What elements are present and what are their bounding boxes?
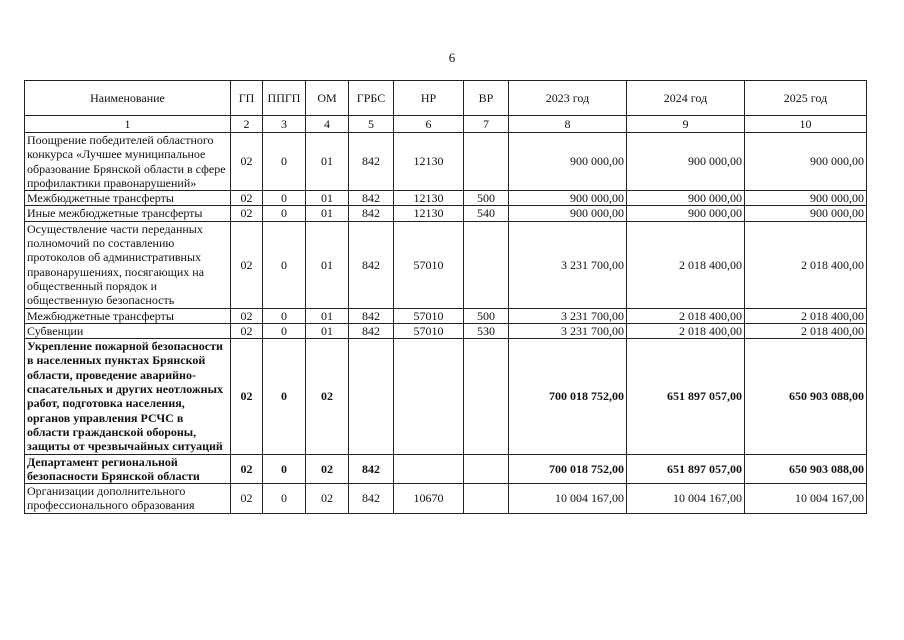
row-amount-2023: 700 018 752,00 (509, 339, 627, 454)
header-grbs: ГРБС (349, 81, 394, 116)
row-vr (464, 133, 509, 191)
row-ppgp: 0 (263, 221, 306, 308)
row-amount-2023: 3 231 700,00 (509, 323, 627, 338)
row-amount-2025: 900 000,00 (745, 133, 867, 191)
row-nr: 10670 (394, 484, 464, 514)
row-grbs: 842 (349, 323, 394, 338)
row-ppgp: 0 (263, 308, 306, 323)
row-amount-2023: 900 000,00 (509, 191, 627, 206)
column-number: 3 (263, 116, 306, 133)
row-amount-2025: 2 018 400,00 (745, 323, 867, 338)
row-vr (464, 339, 509, 454)
row-vr (464, 484, 509, 514)
row-ppgp: 0 (263, 454, 306, 484)
row-name: Осуществление части переданных полномочий по составлению протоколов об административных правонарушениях, посягающих на общественный порядок и общественную безопасность (25, 221, 231, 308)
column-number: 6 (394, 116, 464, 133)
row-om: 01 (306, 133, 349, 191)
header-vr: ВР (464, 81, 509, 116)
column-number-row (25, 116, 867, 133)
row-amount-2023: 900 000,00 (509, 206, 627, 221)
table-row (25, 221, 867, 308)
column-number: 7 (464, 116, 509, 133)
row-vr (464, 454, 509, 484)
header-row (25, 81, 867, 116)
column-number: 2 (231, 116, 263, 133)
row-gp: 02 (231, 454, 263, 484)
budget-table (24, 80, 867, 514)
row-gp: 02 (231, 484, 263, 514)
row-grbs: 842 (349, 221, 394, 308)
table-body (25, 133, 867, 514)
row-ppgp: 0 (263, 484, 306, 514)
row-amount-2024: 651 897 057,00 (627, 339, 745, 454)
table-row (25, 191, 867, 206)
row-nr: 57010 (394, 221, 464, 308)
row-nr: 57010 (394, 323, 464, 338)
row-grbs: 842 (349, 133, 394, 191)
row-om: 02 (306, 484, 349, 514)
row-ppgp: 0 (263, 133, 306, 191)
row-gp: 02 (231, 221, 263, 308)
row-nr: 57010 (394, 308, 464, 323)
row-name: Укрепление пожарной безопасности в населенных пунктах Брянской области, проведение аварийно-спасательных и других неотложных работ, подготовка населения, органов управления РСЧС в области гражданской обороны, защиты от чрезвычайных ситуаций (25, 339, 231, 454)
row-ppgp: 0 (263, 191, 306, 206)
column-number: 8 (509, 116, 627, 133)
row-grbs: 842 (349, 308, 394, 323)
row-vr: 500 (464, 191, 509, 206)
row-name: Межбюджетные трансферты (25, 308, 231, 323)
row-amount-2024: 2 018 400,00 (627, 221, 745, 308)
row-name: Поощрение победителей областного конкурса «Лучшее муниципальное образование Брянской области в сфере профилактики правонарушений» (25, 133, 231, 191)
header-ppgp: ППГП (263, 81, 306, 116)
row-amount-2024: 2 018 400,00 (627, 323, 745, 338)
row-ppgp: 0 (263, 323, 306, 338)
row-om: 02 (306, 454, 349, 484)
row-om: 01 (306, 191, 349, 206)
row-nr: 12130 (394, 133, 464, 191)
table-row (25, 206, 867, 221)
row-name: Организации дополнительного профессионального образования (25, 484, 231, 514)
row-gp: 02 (231, 323, 263, 338)
row-grbs: 842 (349, 206, 394, 221)
row-om: 01 (306, 221, 349, 308)
row-gp: 02 (231, 308, 263, 323)
row-amount-2023: 3 231 700,00 (509, 308, 627, 323)
row-amount-2023: 900 000,00 (509, 133, 627, 191)
row-amount-2025: 900 000,00 (745, 191, 867, 206)
row-grbs: 842 (349, 191, 394, 206)
row-amount-2025: 650 903 088,00 (745, 339, 867, 454)
row-om: 01 (306, 323, 349, 338)
row-grbs: 842 (349, 484, 394, 514)
row-grbs (349, 339, 394, 454)
row-vr: 540 (464, 206, 509, 221)
row-gp: 02 (231, 339, 263, 454)
row-amount-2024: 10 004 167,00 (627, 484, 745, 514)
table-row (25, 308, 867, 323)
row-ppgp: 0 (263, 206, 306, 221)
row-amount-2025: 2 018 400,00 (745, 308, 867, 323)
column-number: 1 (25, 116, 231, 133)
table-row (25, 339, 867, 454)
row-grbs: 842 (349, 454, 394, 484)
row-om: 02 (306, 339, 349, 454)
header-2025: 2025 год (745, 81, 867, 116)
row-amount-2025: 650 903 088,00 (745, 454, 867, 484)
row-nr (394, 454, 464, 484)
row-gp: 02 (231, 206, 263, 221)
row-vr: 530 (464, 323, 509, 338)
row-amount-2025: 900 000,00 (745, 206, 867, 221)
column-number: 9 (627, 116, 745, 133)
row-amount-2024: 900 000,00 (627, 191, 745, 206)
table-row (25, 454, 867, 484)
row-vr: 500 (464, 308, 509, 323)
row-name: Субвенции (25, 323, 231, 338)
row-name: Межбюджетные трансферты (25, 191, 231, 206)
row-amount-2025: 2 018 400,00 (745, 221, 867, 308)
row-name: Иные межбюджетные трансферты (25, 206, 231, 221)
row-gp: 02 (231, 191, 263, 206)
table-row (25, 133, 867, 191)
header-nr: НР (394, 81, 464, 116)
column-number: 5 (349, 116, 394, 133)
row-om: 01 (306, 308, 349, 323)
row-amount-2024: 651 897 057,00 (627, 454, 745, 484)
row-nr: 12130 (394, 191, 464, 206)
row-amount-2024: 2 018 400,00 (627, 308, 745, 323)
header-gp: ГП (231, 81, 263, 116)
row-amount-2023: 10 004 167,00 (509, 484, 627, 514)
column-number: 4 (306, 116, 349, 133)
row-amount-2024: 900 000,00 (627, 133, 745, 191)
row-amount-2025: 10 004 167,00 (745, 484, 867, 514)
table-row (25, 323, 867, 338)
column-number: 10 (745, 116, 867, 133)
row-nr (394, 339, 464, 454)
row-gp: 02 (231, 133, 263, 191)
row-amount-2023: 700 018 752,00 (509, 454, 627, 484)
header-name: Наименование (25, 81, 231, 116)
row-ppgp: 0 (263, 339, 306, 454)
row-vr (464, 221, 509, 308)
row-nr: 12130 (394, 206, 464, 221)
header-2023: 2023 год (509, 81, 627, 116)
row-om: 01 (306, 206, 349, 221)
row-name: Департамент региональной безопасности Брянской области (25, 454, 231, 484)
table-row (25, 484, 867, 514)
page-number: 6 (448, 50, 456, 65)
row-amount-2023: 3 231 700,00 (509, 221, 627, 308)
header-2024: 2024 год (627, 81, 745, 116)
header-om: ОМ (306, 81, 349, 116)
row-amount-2024: 900 000,00 (627, 206, 745, 221)
